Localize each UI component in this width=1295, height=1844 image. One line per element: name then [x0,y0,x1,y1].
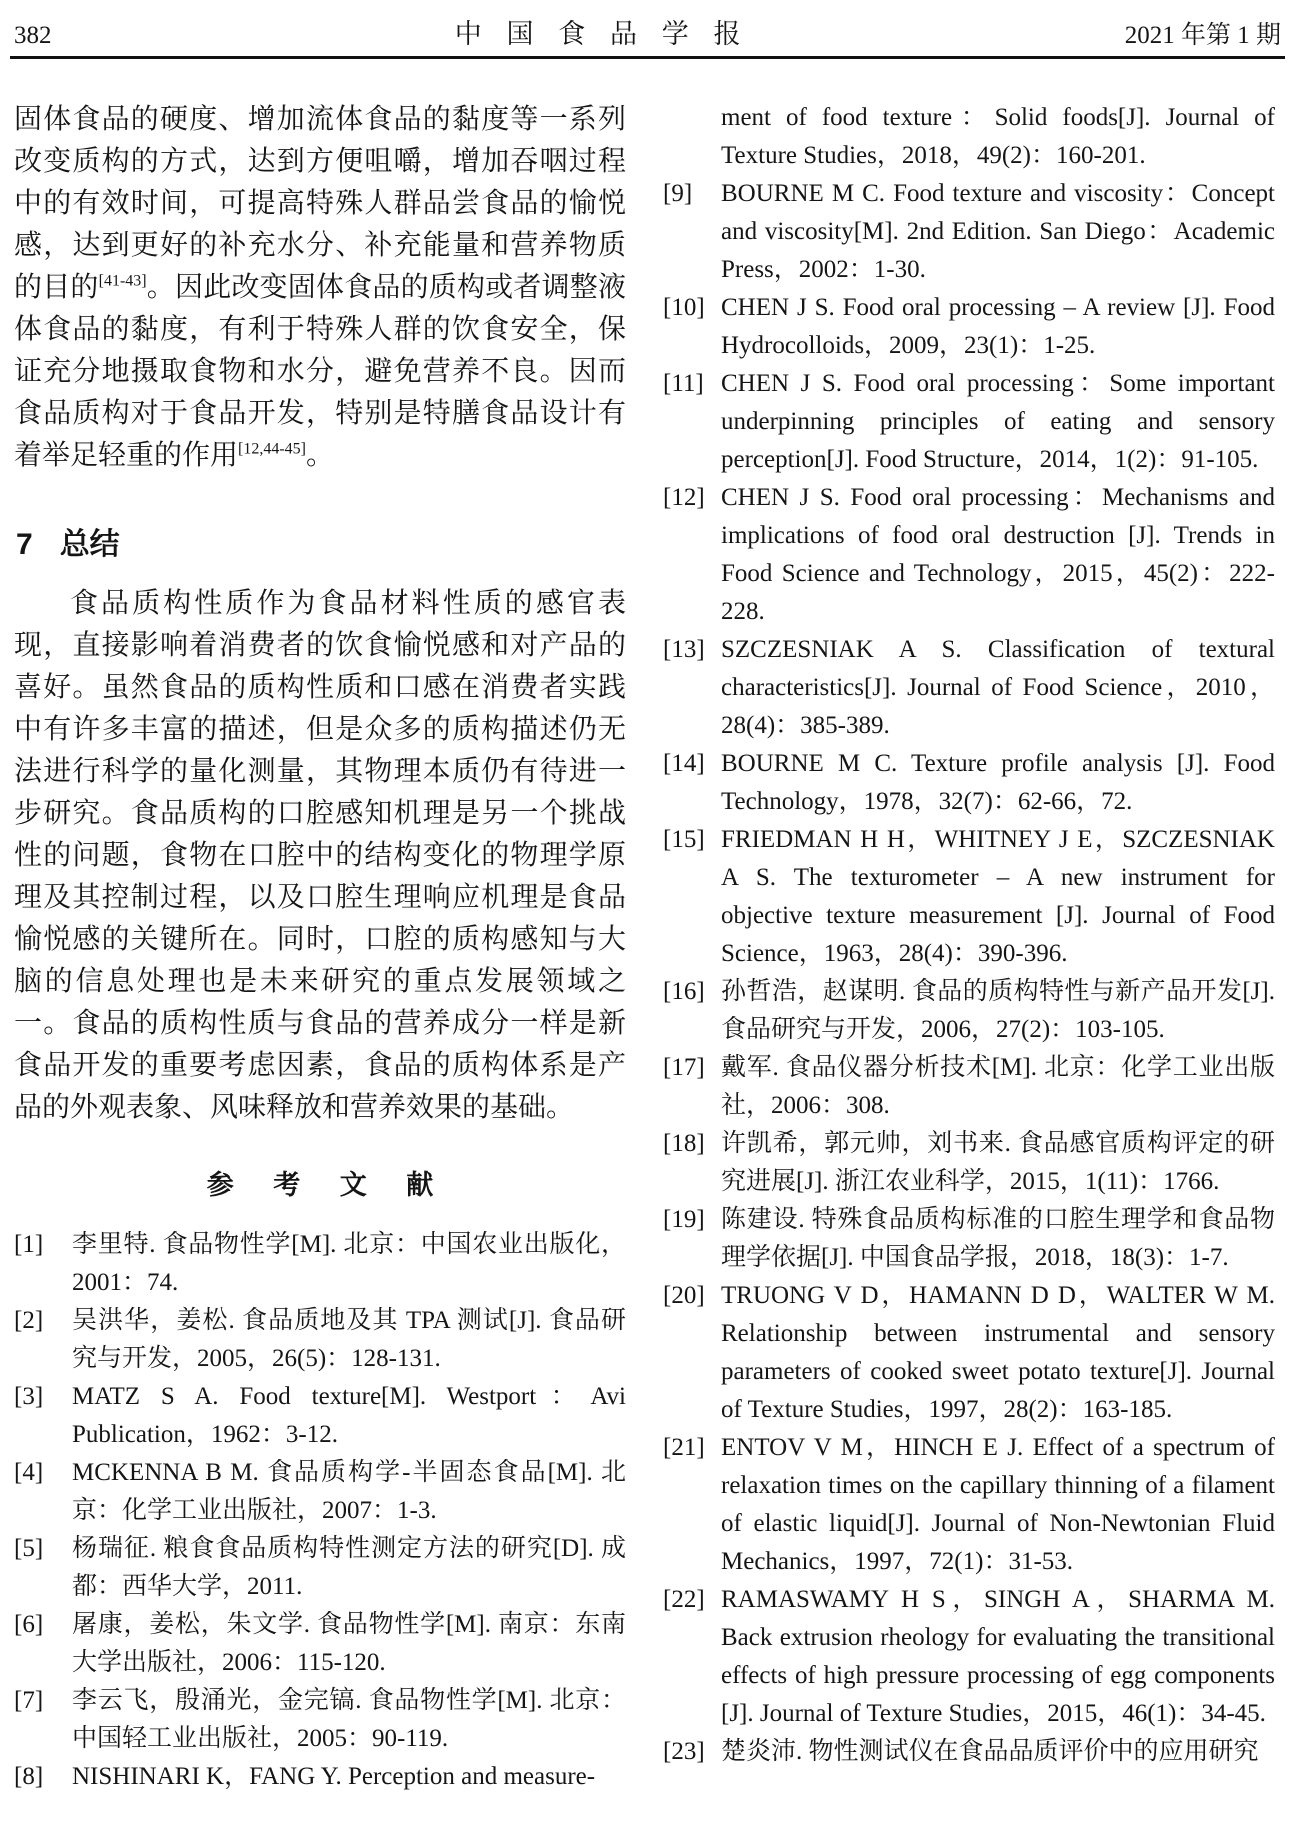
reference-text: RAMASWAMY H S，SINGH A，SHARMA M. Back extrusion rheology for evaluating the transitional effects of high pressure processing of egg components [J]. Journal of Texture Studies，2015，46(1)：34-45. [721,1586,1275,1727]
content [0,59,1295,1796]
reference-item [14,1758,626,1796]
reference-item [663,973,1275,1049]
reference-text: CHEN J S. Food oral processing：Some important underpinning principles of eating and sensory perception[J]. Food Structure，2014，1(2)：91-105. [721,370,1275,473]
reference-label: [6] [14,1611,44,1638]
reference-label: [11] [663,370,704,397]
section-heading [16,519,626,563]
reference-text: FRIEDMAN H H，WHITNEY J E，SZCZESNIAK A S. The texturometer – A new instrument for objective texture measurement [J]. Journal of Food Science，1963，28(4)：390-396. [721,826,1275,967]
reference-text: BOURNE M C. Texture profile analysis [J]. Food Technology，1978，32(7)：62-66，72. [721,750,1275,815]
reference-label: [5] [14,1535,44,1562]
page-number: 382 [14,22,52,49]
reference-text: 戴军. 食品仪器分析技术[M]. 北京：化学工业出版社，2006：308. [721,1054,1275,1119]
reference-item [663,289,1275,365]
reference-text: 吴洪华，姜松. 食品质地及其 TPA 测试[J]. 食品研究与开发，2005，26(5)：128-131. [72,1307,626,1372]
intro-paragraph-part2: 。因此改变固体食品的质构或者调整液体食品的黏度，有利于特殊人群的饮食安全，保证充分地摄取食物和水分，避免营养不良。因而食品质构对于食品开发，特别是特膳食品设计有着举足轻重的作用 [14,272,626,471]
citation-superscript: [41-43] [98,272,147,290]
reference-item [663,1201,1275,1277]
reference-item [663,1429,1275,1581]
reference-item [663,1049,1275,1125]
reference-text: 楚炎沛. 物性测试仪在食品品质评价中的应用研究 [721,1738,1259,1765]
reference-label: [16] [663,978,705,1005]
reference-label: [10] [663,294,705,321]
section-number: 7 [16,528,33,561]
reference-text: ENTOV V M，HINCH E J. Effect of a spectrum of relaxation times on the capillary thinning of a filament of elastic liquid[J]. Journal of Non-Newtonian Fluid Mechanics，1997，72(1)：31-53. [721,1434,1275,1575]
reference-item [663,479,1275,631]
reference-item [14,1454,626,1530]
intro-paragraph-part3: 。 [306,440,335,471]
reference-text: CHEN J S. Food oral processing：Mechanisms and implications of food oral destruction [J]. Trends in Food Science and Technology，2015，45(2)：222-228. [721,484,1275,625]
reference-text: 孙哲浩，赵谋明. 食品的质构特性与新产品开发[J]. 食品研究与开发，2006，27(2)：103-105. [721,978,1275,1043]
reference-item [663,745,1275,821]
section-title: 总结 [59,528,120,561]
citation-superscript: [12,44-45] [238,440,306,458]
reference-item [663,1581,1275,1733]
reference-text: BOURNE M C. Food texture and viscosity：Concept and viscosity[M]. 2nd Edition. San Diego：Academic Press，2002：1-30. [721,180,1275,283]
reference-item [663,365,1275,479]
reference-item [663,1733,1275,1771]
reference-text: 李里特. 食品物性学[M]. 北京：中国农业出版化，2001：74. [72,1231,626,1296]
reference-item [663,631,1275,745]
reference-item [14,1226,626,1302]
reference-item [14,1530,626,1606]
reference-text: CHEN J S. Food oral processing – A review [J]. Food Hydrocolloids，2009，23(1)：1-25. [721,294,1275,359]
journal-title: 中 国 食 品 学 报 [454,19,750,49]
page-header [0,0,1295,51]
reference-label: [9] [663,180,693,207]
reference-item [663,1277,1275,1429]
reference-label: [20] [663,1282,705,1309]
reference-label: [21] [663,1434,705,1461]
reference-label: [18] [663,1130,705,1157]
reference-label: [3] [14,1383,44,1410]
reference-label: [8] [14,1763,44,1790]
reference-text: 李云飞，殷涌光，金完镐. 食品物性学[M]. 北京：中国轻工业出版社，2005：90-119. [72,1687,626,1752]
reference-label: [4] [14,1459,44,1486]
reference-item [14,1302,626,1378]
reference-text: MATZ S A. Food texture[M]. Westport：Avi Publication，1962：3-12. [72,1383,626,1448]
reference-item [14,1378,626,1454]
intro-paragraph-part1: 固体食品的硬度、增加流体食品的黏度等一系列改变质构的方式，达到方便咀嚼，增加吞咽过程中的有效时间，可提高特殊人群品尝食品的愉悦感，达到更好的补充水分、补充能量和营养物质的目的 [14,104,626,303]
reference-label: [23] [663,1738,705,1765]
reference-label: [13] [663,636,705,663]
reference-text: 杨瑞征. 粮食食品质构特性测定方法的研究[D]. 成都：西华大学，2011. [72,1535,626,1600]
references-heading: 参 考 文 献 [206,1170,450,1200]
reference-text: MCKENNA B M. 食品质构学-半固态食品[M]. 北京：化学工业出版社，2007：1-3. [72,1459,626,1524]
reference-continuation: ment of food texture：Solid foods[J]. Journal of Texture Studies，2018，49(2)：160-201. [721,104,1275,169]
reference-text: 屠康，姜松，朱文学. 食品物性学[M]. 南京：东南大学出版社，2006：115-120. [72,1611,626,1676]
reference-label: [1] [14,1231,44,1258]
reference-label: [17] [663,1054,705,1081]
reference-text: 陈建设. 特殊食品质构标准的口腔生理学和食品物理学依据[J]. 中国食品学报，2018，18(3)：1-7. [721,1206,1275,1271]
reference-label: [14] [663,750,705,777]
reference-label: [7] [14,1687,44,1714]
reference-item [14,1682,626,1758]
right-column [663,99,1275,1796]
reference-text: TRUONG V D，HAMANN D D，WALTER W M. Relationship between instrumental and sensory parameters of cooked sweet potato texture[J]. Journal of Texture Studies，1997，28(2)：163-185. [721,1282,1275,1423]
reference-label: [2] [14,1307,44,1334]
reference-item [663,1125,1275,1201]
reference-label: [22] [663,1586,705,1613]
reference-item [663,821,1275,973]
issue-info: 2021 年第 1 期 [1124,22,1281,49]
reference-text: NISHINARI K，FANG Y. Perception and measure- [72,1763,596,1790]
reference-item [14,1606,626,1682]
reference-text: SZCZESNIAK A S. Classification of textural characteristics[J]. Journal of Food Science，2010，28(4)：385-389. [721,636,1275,739]
reference-text: 许凯希，郭元帅，刘书来. 食品感官质构评定的研究进展[J]. 浙江农业科学，2015，1(11)：1766. [721,1130,1275,1195]
intro-paragraph [14,99,626,477]
section-paragraph: 食品质构性质作为食品材料性质的感官表现，直接影响着消费者的饮食愉悦感和对产品的喜好。虽然食品的质构性质和口感在消费者实践中有许多丰富的描述，但是众多的质构描述仍无法进行科学的量化测量，其物理本质仍有待进一步研究。食品质构的口腔感知机理是另一个挑战性的问题，食物在口腔中的结构变化的物理学原理及其控制过程，以及口腔生理响应机理是食品愉悦感的关键所在。同时，口腔的质构感知与大脑的信息处理也是未来研究的重点发展领域之一。食品的质构性质与食品的营养成分一样是新食品开发的重要考虑因素，食品的质构体系是产品的外观表象、风味释放和营养效果的基础。 [14,588,626,1123]
reference-label: [19] [663,1206,705,1233]
reference-label: [15] [663,826,705,853]
left-column [14,99,626,1796]
reference-item [663,175,1275,289]
reference-label: [12] [663,484,705,511]
